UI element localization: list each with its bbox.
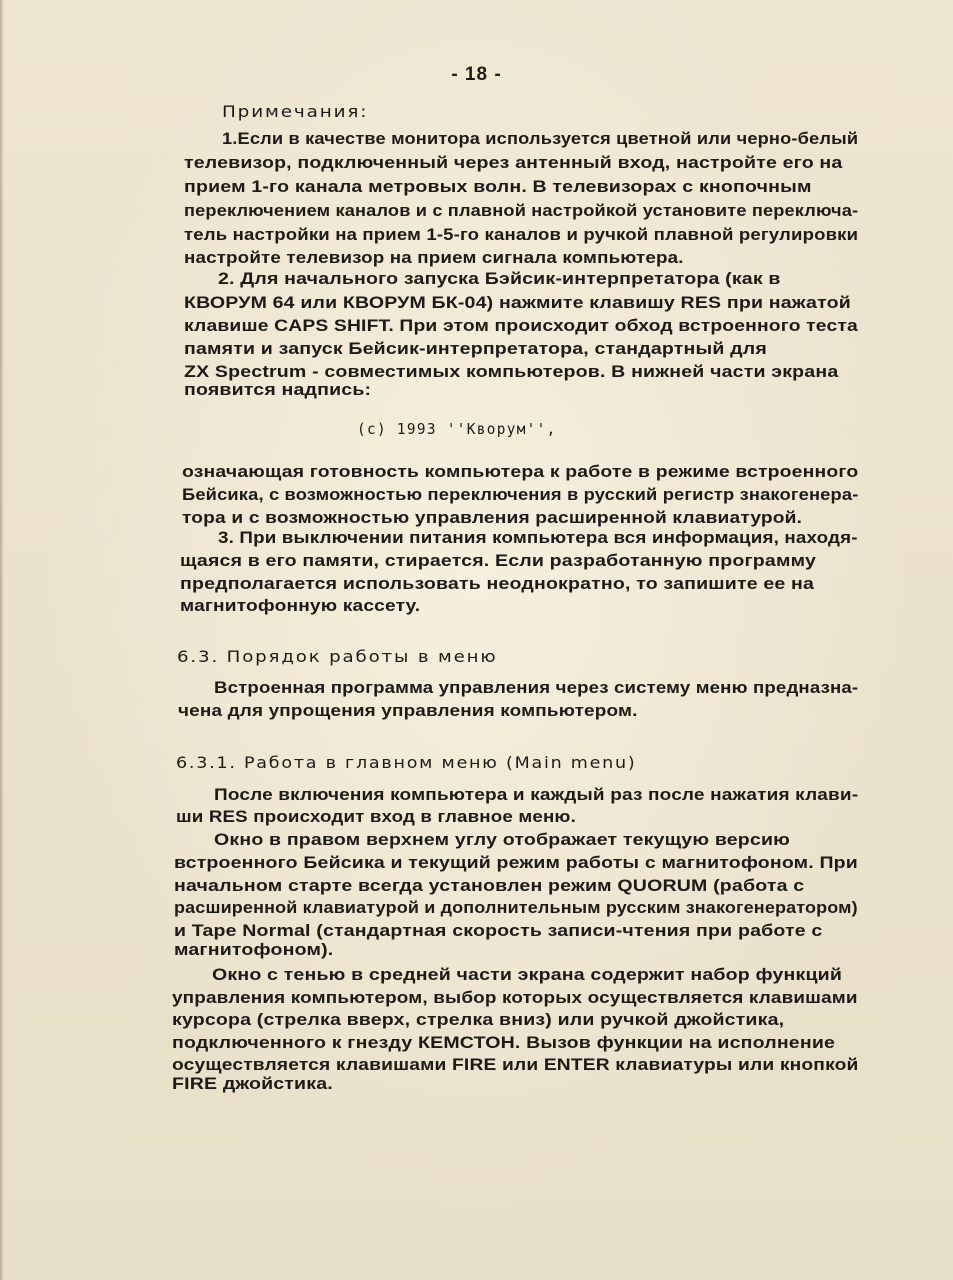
note1-line: прием 1-го канала метровых волн. В телевизорах с кнопочным (184, 177, 812, 196)
note2-line: памяти и запуск Бейсик-интерпретатора, стандартный для (184, 339, 767, 358)
section-6-3-1-para3-line: подключенного к гнезду КЕМСТОН. Вызов функции на исполнение (172, 1033, 836, 1052)
note2-line: КВОРУМ 64 или КВОРУМ БК-04) нажмите клавишу RES при нажатой (184, 293, 851, 312)
section-6-3-1-para2-line: встроенного Бейсика и текущий режим работы с магнитофоном. При (174, 853, 858, 872)
section-6-3-line: чена для упрощения управления компьютером. (178, 701, 638, 720)
section-6-3-1-para2-line: Окно в правом верхнем углу отображает текущую версию (214, 830, 791, 849)
note2-line: появится надпись: (184, 380, 372, 399)
notes-title: Примечания: (222, 102, 369, 121)
section-6-3-1-para2-line: начальном старте всегда установлен режим QUORUM (работа с (174, 876, 805, 895)
note1-line: настройте телевизор на прием сигнала компьютера. (184, 248, 684, 267)
note2-after-line: Бейсика, с возможностью переключения в русский регистр знакогенера- (182, 485, 859, 504)
section-6-3-1-para2-line: и Tape Normal (стандартная скорость записи-чтения при работе с (174, 921, 823, 940)
note3-line: магнитофонную кассету. (180, 596, 421, 615)
section-6-3-1-para3-line: осуществляется клавишами FIRE или ENTER клавиатуры или кнопкой (172, 1055, 859, 1074)
section-6-3-1-para2-line: магнитофоном). (174, 940, 334, 959)
section-6-3-1-para3-line: управления компьютером, выбор которых осуществляется клавишами (172, 988, 858, 1007)
section-6-3-1-para1-line: ши RES происходит вход в главное меню. (176, 807, 576, 826)
note1-line: переключением каналов и с плавной настройкой установите переключа- (184, 201, 859, 220)
note2-line: 2. Для начального запуска Бэйсик-интерпретатора (как в (218, 269, 781, 288)
section-heading-6-3: 6.3. Порядок работы в меню (177, 647, 498, 666)
section-6-3-1-para3-line: курсора (стрелка вверх, стрелка вниз) или ручкой джойстика, (172, 1010, 785, 1029)
note1-line: телевизор, подключенный через антенный вход, настройте его на (184, 153, 843, 172)
note1-line: 1.Если в качестве монитора используется цветной или черно-белый (222, 129, 859, 148)
section-6-3-1-para3-line: Окно с тенью в средней части экрана содержит набор функций (212, 965, 843, 984)
note3-line: 3. При выключении питания компьютера вся информация, находя- (218, 528, 858, 547)
note1-line: тель настройки на прием 1-5-го каналов и ручкой плавной регулировки (184, 225, 859, 244)
note2-after-line: тора и с возможностью управления расширенной клавиатурой. (182, 508, 803, 527)
note2-line: ZX Spectrum - совместимых компьютеров. В нижней части экрана (184, 362, 839, 381)
note3-line: предполагается использовать неоднократно, то запишите ее на (180, 574, 815, 593)
section-6-3-line: Встроенная программа управления через систему меню предназна- (214, 678, 859, 697)
section-heading-6-3-1: 6.3.1. Работа в главном меню (Main menu) (176, 753, 637, 772)
section-6-3-1-para3-line: FIRE джойстика. (172, 1074, 333, 1093)
page-edge-shadow (0, 0, 4, 1280)
section-6-3-1-para1-line: После включения компьютера и каждый раз после нажатия клави- (214, 785, 859, 804)
note3-line: щаяся в его памяти, стирается. Если разработанную программу (180, 551, 817, 570)
copyright-message: (c) 1993 ''Кворум'', (357, 420, 557, 438)
page-number: - 18 - (451, 64, 502, 85)
note2-line: клавише CAPS SHIFT. При этом происходит обход встроенного теста (184, 316, 858, 335)
note2-after-line: означающая готовность компьютера к работе в режиме встроенного (182, 462, 859, 481)
section-6-3-1-para2-line: расширенной клавиатурой и дополнительным русским знакогенератором) (174, 898, 858, 917)
